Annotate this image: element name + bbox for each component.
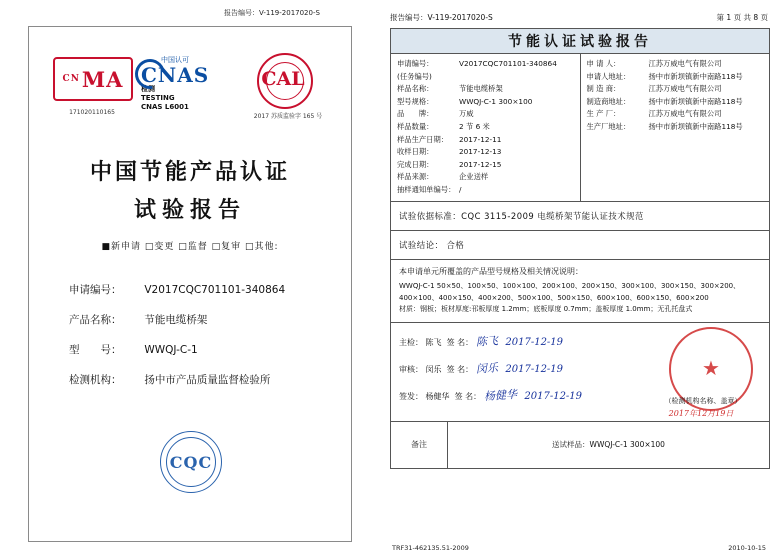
signature-issuer-name: 杨健华 — [425, 391, 450, 401]
info-key-application-no: 申请编号： — [397, 59, 434, 68]
signature-reviewer-sign-label: 签 名： — [446, 364, 474, 374]
cover-field-application-no-value: V2017CQC701101-340864 — [144, 284, 286, 296]
cal-logo — [253, 53, 323, 120]
signature-issuer-date: 2017-12-19 — [524, 390, 583, 402]
info-row-completed-date — [391, 159, 580, 172]
info-value-manufacturer-address: 扬中市新坝镇新中南路118号 — [648, 96, 743, 106]
info-key-production-date: 样品生产日期： — [397, 134, 449, 144]
signature-inspector-sign-label: 签 名： — [446, 337, 474, 347]
cover-title-line2: 试验报告 — [133, 197, 246, 223]
signature-reviewer-handwriting: 闵乐 — [475, 360, 499, 376]
info-value-application-no: V2017CQC701101-340864 — [459, 59, 557, 68]
info-key-factory: 生 产 厂： — [586, 109, 621, 119]
cal-logo-code: 2017 苏质监验字 165 号 — [253, 113, 323, 120]
signature-inspector-name: 陈飞 — [425, 337, 442, 347]
report-title-band: 节能认证试验报告 — [391, 29, 769, 54]
info-key-sample-qty: 样品数量： — [397, 121, 434, 131]
cover-field-lab-label: 检测机构： — [69, 374, 122, 386]
info-row-factory — [581, 108, 770, 121]
cover-checkbox-row: ■新申请 □变更 □监督 □复审 □其他: — [101, 242, 279, 252]
left-sheet-frame — [28, 26, 352, 542]
signature-inspector-handwriting: 陈飞 — [475, 333, 499, 349]
coverage-line-2: 400×100、400×150、400×200、500×100、500×150、600×100、600×150、600×200 — [399, 293, 709, 302]
signature-inspector-label: 主检： — [399, 337, 423, 347]
info-row-task-no — [391, 71, 580, 84]
remark-label: 备注 — [391, 422, 448, 468]
cover-field-product-name-value: 节能电缆桥架 — [144, 314, 208, 326]
ma-logo-code: 171020110165 — [69, 109, 115, 116]
info-value-received-date: 2017-12-13 — [459, 147, 502, 157]
ma-logo-prefix: CN — [62, 74, 80, 84]
report-header-left: 报告编号：V-119-2017020-S — [390, 13, 493, 22]
info-value-sample-name: 节能电缆桥架 — [459, 84, 503, 94]
info-key-completed-date: 完成日期： — [397, 159, 434, 169]
info-value-model-spec: WWQJ-C-1 300×100 — [459, 96, 533, 106]
info-row-applicant-address — [581, 71, 770, 84]
cnas-logo-sub-1: 检测 — [141, 85, 155, 93]
info-value-brand: 万威 — [459, 109, 474, 119]
certification-logos — [49, 53, 339, 127]
info-value-factory-address: 扬中市新坝镇新中南路118号 — [648, 121, 743, 131]
cqc-seal-icon: CQC — [160, 431, 222, 493]
left-cover-sheet — [14, 8, 366, 548]
report-info-right-column — [581, 54, 770, 201]
cnas-logo-sub-3: CNAS L6001 — [141, 103, 189, 111]
report-info-block — [391, 54, 769, 202]
info-key-received-date: 收样日期： — [397, 147, 434, 157]
info-key-brand: 品 牌： — [397, 109, 434, 119]
right-report-sheet — [390, 8, 770, 552]
signature-issuer-handwriting: 杨健华 — [483, 387, 518, 403]
info-value-factory: 江苏万威电气有限公司 — [648, 109, 722, 119]
cover-field-lab — [69, 365, 339, 395]
info-key-sampling-notice-no: 抽样通知单编号： — [397, 184, 456, 194]
coverage-section — [391, 260, 769, 323]
coverage-line-3: 材质：钢板；板材厚度:邗板厚度 1.2mm；底板厚度 0.7mm；盖板厚度 1.0mm；无孔托盘式 — [399, 305, 693, 314]
coverage-line-1: WWQJ-C-1 50×50、100×50、100×100、200×100、200×150、300×100、300×150、300×200、 — [399, 282, 741, 291]
cnas-logo — [141, 55, 245, 112]
cover-title-line1: 中国节能产品认证 — [89, 159, 290, 185]
cal-logo-text: CAL — [261, 68, 305, 90]
cnas-logo-top: 中国认可 — [161, 56, 189, 64]
report-body — [390, 28, 770, 469]
info-row-manufacturer-address — [581, 96, 770, 109]
cover-field-model-value: WWQJ-C-1 — [144, 344, 198, 356]
cover-field-lab-value: 扬中市产品质量监督检验所 — [144, 374, 271, 386]
info-value-manufacturer: 江苏万威电气有限公司 — [648, 84, 722, 94]
info-key-factory-address: 生产厂地址： — [586, 121, 631, 131]
test-conclusion-text: 试验结论： 合格 — [399, 239, 465, 250]
info-row-application-no — [391, 58, 580, 71]
info-row-sample-source — [391, 171, 580, 184]
signature-inspector-date: 2017-12-19 — [505, 336, 564, 348]
seal-note-text: （检测机构名称、盖章） — [664, 396, 742, 405]
report-footer-left: TRF31-462135.51-2009 — [392, 544, 469, 552]
signature-issuer-label: 签发： — [399, 391, 423, 401]
left-top-reference: 报告编号：V-119-2017020-S — [224, 9, 320, 17]
info-key-applicant-address: 申请人地址： — [586, 71, 631, 81]
info-row-applicant — [581, 58, 770, 71]
test-basis-text: 试验依据标准：CQC 3115-2009 电缆桥架节能认证技术规范 — [399, 210, 644, 221]
cnas-logo-sub-2: TESTING — [141, 94, 175, 102]
info-row-production-date — [391, 134, 580, 147]
info-row-sample-qty — [391, 121, 580, 134]
cover-field-product-name-label: 产品名称： — [69, 314, 122, 326]
info-key-sample-source: 样品来源： — [397, 172, 434, 182]
info-row-sampling-notice-no — [391, 184, 580, 197]
info-value-sampling-notice-no: / — [459, 184, 462, 194]
signature-section — [391, 323, 769, 422]
info-row-model-spec — [391, 96, 580, 109]
info-value-sample-source: 企业送样 — [459, 172, 489, 182]
info-key-manufacturer: 制 造 商： — [586, 84, 621, 94]
info-row-received-date — [391, 146, 580, 159]
coverage-lead-text: 本申请单元所覆盖的产品型号规格及相关情况说明： — [399, 266, 583, 276]
info-value-applicant-address: 扬中市新坝镇新中南路118号 — [648, 71, 743, 81]
cover-field-application-no-label: 申请编号： — [69, 284, 122, 296]
signature-reviewer-name: 闵乐 — [425, 364, 442, 374]
remark-section — [391, 422, 769, 468]
info-row-manufacturer — [581, 83, 770, 96]
info-row-factory-address — [581, 121, 770, 134]
report-footer-right: 2010-10-15 — [728, 544, 766, 552]
info-value-sample-qty: 2 节 6 米 — [459, 121, 490, 131]
cnas-logo-word: CNAS — [141, 63, 210, 87]
test-basis-section — [391, 202, 769, 231]
cover-field-model-label: 型 号： — [69, 344, 122, 356]
signature-reviewer-label: 审核： — [399, 364, 423, 374]
seal-date-text: 2017年12月19日 — [668, 408, 734, 418]
ma-logo — [53, 57, 133, 101]
info-row-brand — [391, 108, 580, 121]
cover-field-model — [69, 335, 339, 365]
remark-value: 送试样品：WWQJ-C-1 300×100 — [552, 440, 665, 450]
report-info-left-column — [391, 54, 581, 201]
info-value-applicant: 江苏万威电气有限公司 — [648, 59, 722, 68]
cover-field-list — [69, 275, 339, 395]
info-key-applicant: 申 请 人： — [586, 59, 621, 68]
report-header-right: 第 1 页 共 8 页 — [716, 13, 768, 22]
cover-field-application-no — [69, 275, 339, 305]
test-conclusion-section — [391, 231, 769, 260]
info-value-completed-date: 2017-12-15 — [459, 159, 502, 169]
info-key-manufacturer-address: 制造商地址： — [586, 96, 631, 106]
info-value-production-date: 2017-12-11 — [459, 134, 502, 144]
signature-reviewer-date: 2017-12-19 — [505, 363, 564, 375]
signature-issuer-sign-label: 签 名： — [454, 391, 482, 401]
info-key-model-spec: 型号规格： — [397, 96, 434, 106]
info-key-task-no: (任务编号) — [397, 71, 432, 81]
info-row-sample-name — [391, 83, 580, 96]
cover-field-product-name — [69, 305, 339, 335]
info-key-sample-name: 样品名称： — [397, 84, 434, 94]
ma-logo-text: MA — [81, 66, 124, 92]
